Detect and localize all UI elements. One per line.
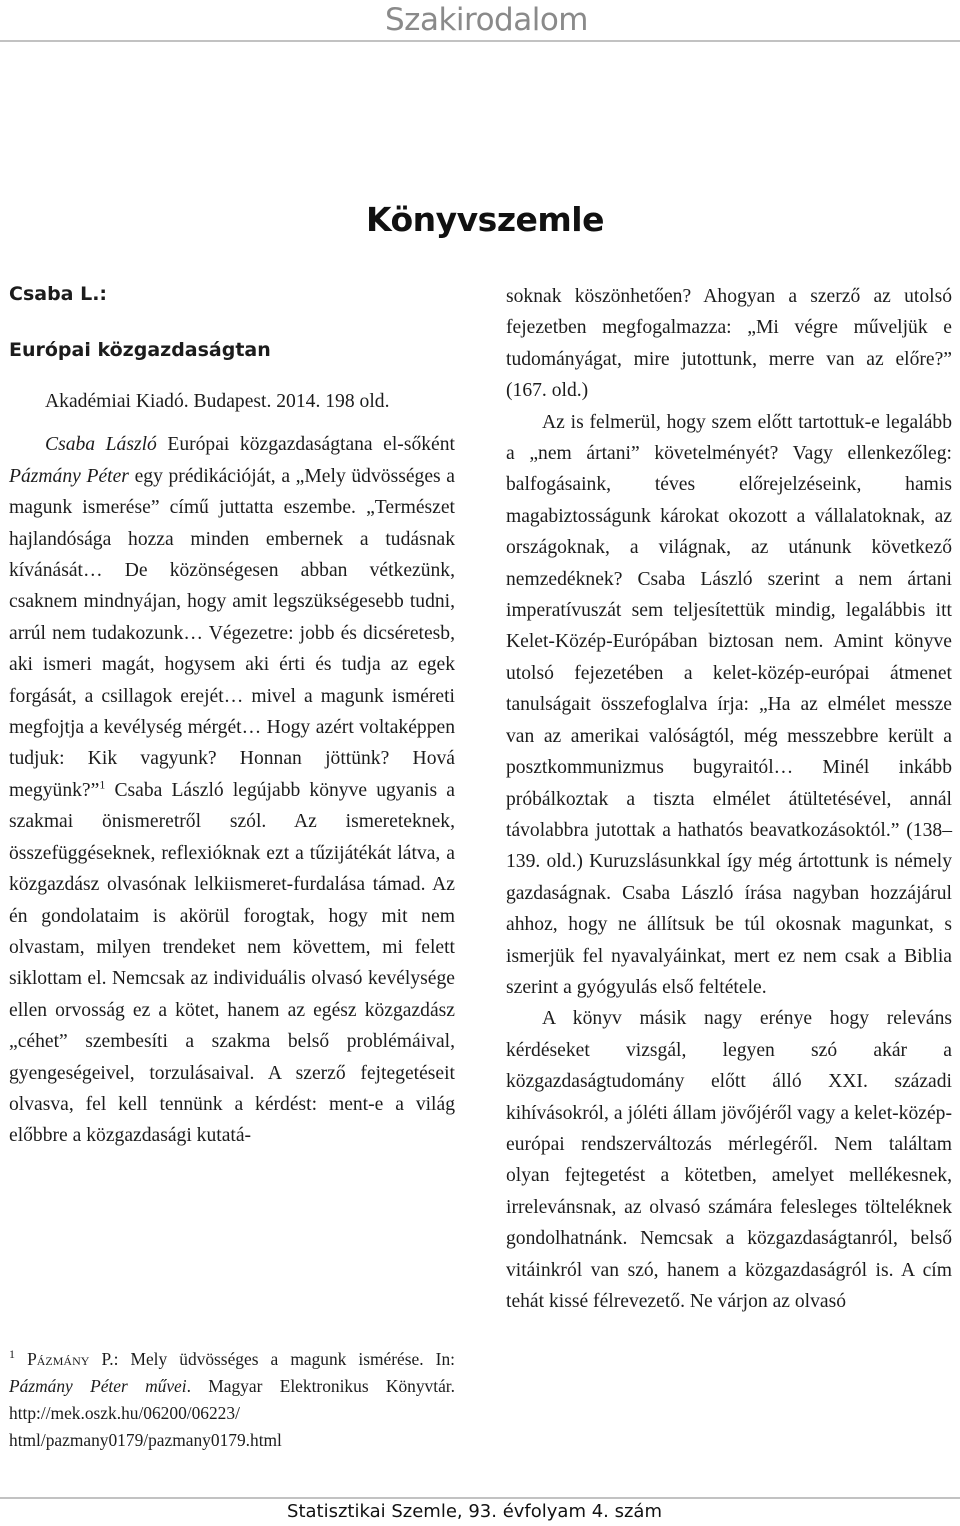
section-title: Könyvszemle [366, 200, 604, 239]
footnote-text: P.: Mely üdvösséges a magunk ismérése. In: [89, 1349, 455, 1369]
running-header-title: Szakirodalom [385, 2, 588, 38]
footnote-source-title: Pázmány Péter művei [9, 1376, 187, 1396]
footnote-reference[interactable]: 1 [99, 777, 106, 792]
review-book-title: Európai közgazdaságtan [9, 339, 271, 361]
body-text: Csaba László legújabb könyve ugyanis a szakmai önismeretről szól. Az ismereteknek, összefüggéseknek, reflexióknak ezt a tűzijátékát látva, a közgazdász olvasónak lelkiismeret-furdalása támad. Az én gondolataim is akörül forogtak, hogy mit nem olvastam, milyen trendeket nem követtem, mi felett siklottam el. Nemcsak az individuális olvasó kevélysége ellen orvosság ez a kötet, hanem az egész közgazdász „céhet” szembesíti a szakma belső problémáival, gyengeségeivel, torzulásaival. A szerző fejtegetéseit olvasva, fel kell tennünk a kérdést: ment-e a világ előbbre a közgazdasági kutatá- [9, 779, 455, 1147]
author-name: Csaba László [45, 434, 157, 456]
cited-author-name: Pázmány Péter [9, 465, 129, 487]
footnote-number: 1 [9, 1347, 15, 1362]
body-text: Európai közgazdaságtana el-sőként [156, 434, 455, 456]
right-column [506, 281, 952, 1317]
footnote [9, 1346, 455, 1454]
journal-footer: Statisztikai Szemle, 93. évfolyam 4. szám [287, 1501, 662, 1522]
review-author: Csaba L.: [9, 283, 108, 305]
body-paragraph: soknak köszönhetően? Ahogyan a szerző az utolsó fejezetben megfogalmazza: „Mi végre műveljük e tudományágat, mire jutottunk, merre van az előre?” (167. old.) [506, 286, 952, 402]
body-paragraph [9, 429, 455, 1151]
body-paragraph: Az is felmerül, hogy szem előtt tartottuk-e legalább a „nem ártani” követelményét? Vagy ellenkezőleg: balfogásaink, téves előrejelzéseink, hamis magabiztosságunk károkat okozott a vállalatoknak, az országoknak, a világnak, az utánunk következő nemzedéknek? Csaba László szerint a nem ártani imperatívuszát sem teljesítettük mindig, legalábbis itt Kelet-Közép-Európában biztosan nem. Amint könyve utolsó fejezetében a kelet-közép-európai átmenet tanulságait összefoglalva írja: „Ha az elmélet messze van az amerikai valóságtól, még messzebbre került a posztkommunizmus bugyraitól… Minél inkább próbálkoztak a tiszta elmélet átültetésével, annál távolabbra jutottak a hathatós beavatkozásoktól.” (138–139. old.) Kuruzslásunkkal így még ártottunk is némely gazdaságnak. Csaba László írása nagyban hozzájárul ahhoz, hogy ne állítsuk be túl okosnak magunkat, s ismerjük fel nyavalyáinkat, mert ez nem csak a Biblia szerint a gyógyulás első feltétele. [506, 411, 952, 998]
page-header [0, 0, 960, 42]
footnote-author: Pázmány [27, 1349, 90, 1369]
body-paragraph: A könyv másik nagy erénye hogy releváns kérdéseket vizsgál, legyen szó akár a közgazdaságtudomány előtt álló XXI. századi kihívásokról, a jóléti állam jövőjéről vagy a kelet-közép-európai rendszerváltozás mérlegéről. Nem találtam olyan fejtegetést a kötetben, amelyet mellékesnek, irrelevánsnak, az olvasó számára felesleges tölteléknek gondolhatnánk. Nemcsak a közgazdaságtanról, belső vitáinkról van szó, hanem a közgazdaságról is. A cím tehát kissé félrevezető. Ne várjon az olvasó [506, 1008, 952, 1312]
footnote-text: . Magyar Elektronikus Könyvtár. http://mek.oszk.hu/06200/06223/ html/pazmany0179/pazmany0179.html [9, 1376, 455, 1450]
header-divider [0, 40, 960, 42]
body-text: egy prédikációját, a „Mely üdvösséges a magunk ismerése” című juttatta eszembe. „Természet hajlandósága hozza minden embernek a tudásnak kívánását… De közönségesen abban vétkezünk, csaknem mindnyájan, hogy amit legszükségesebb tudni, arrúl nem tudakozunk… Végezetre: jobb és dicséretesb, aki ismeri magát, hogysem aki érti és tudja az egek forgását, a csillagok erejét… mivel a magunk isméreti megfojtja a kevélység mérgét… Hogy azért voltaképpen tudjuk: Kik vagyunk? Honnan jöttünk? Hová megyünk?” [9, 465, 455, 801]
publication-info: Akadémiai Kiadó. Budapest. 2014. 198 old. [45, 391, 390, 412]
left-column [9, 276, 455, 1152]
